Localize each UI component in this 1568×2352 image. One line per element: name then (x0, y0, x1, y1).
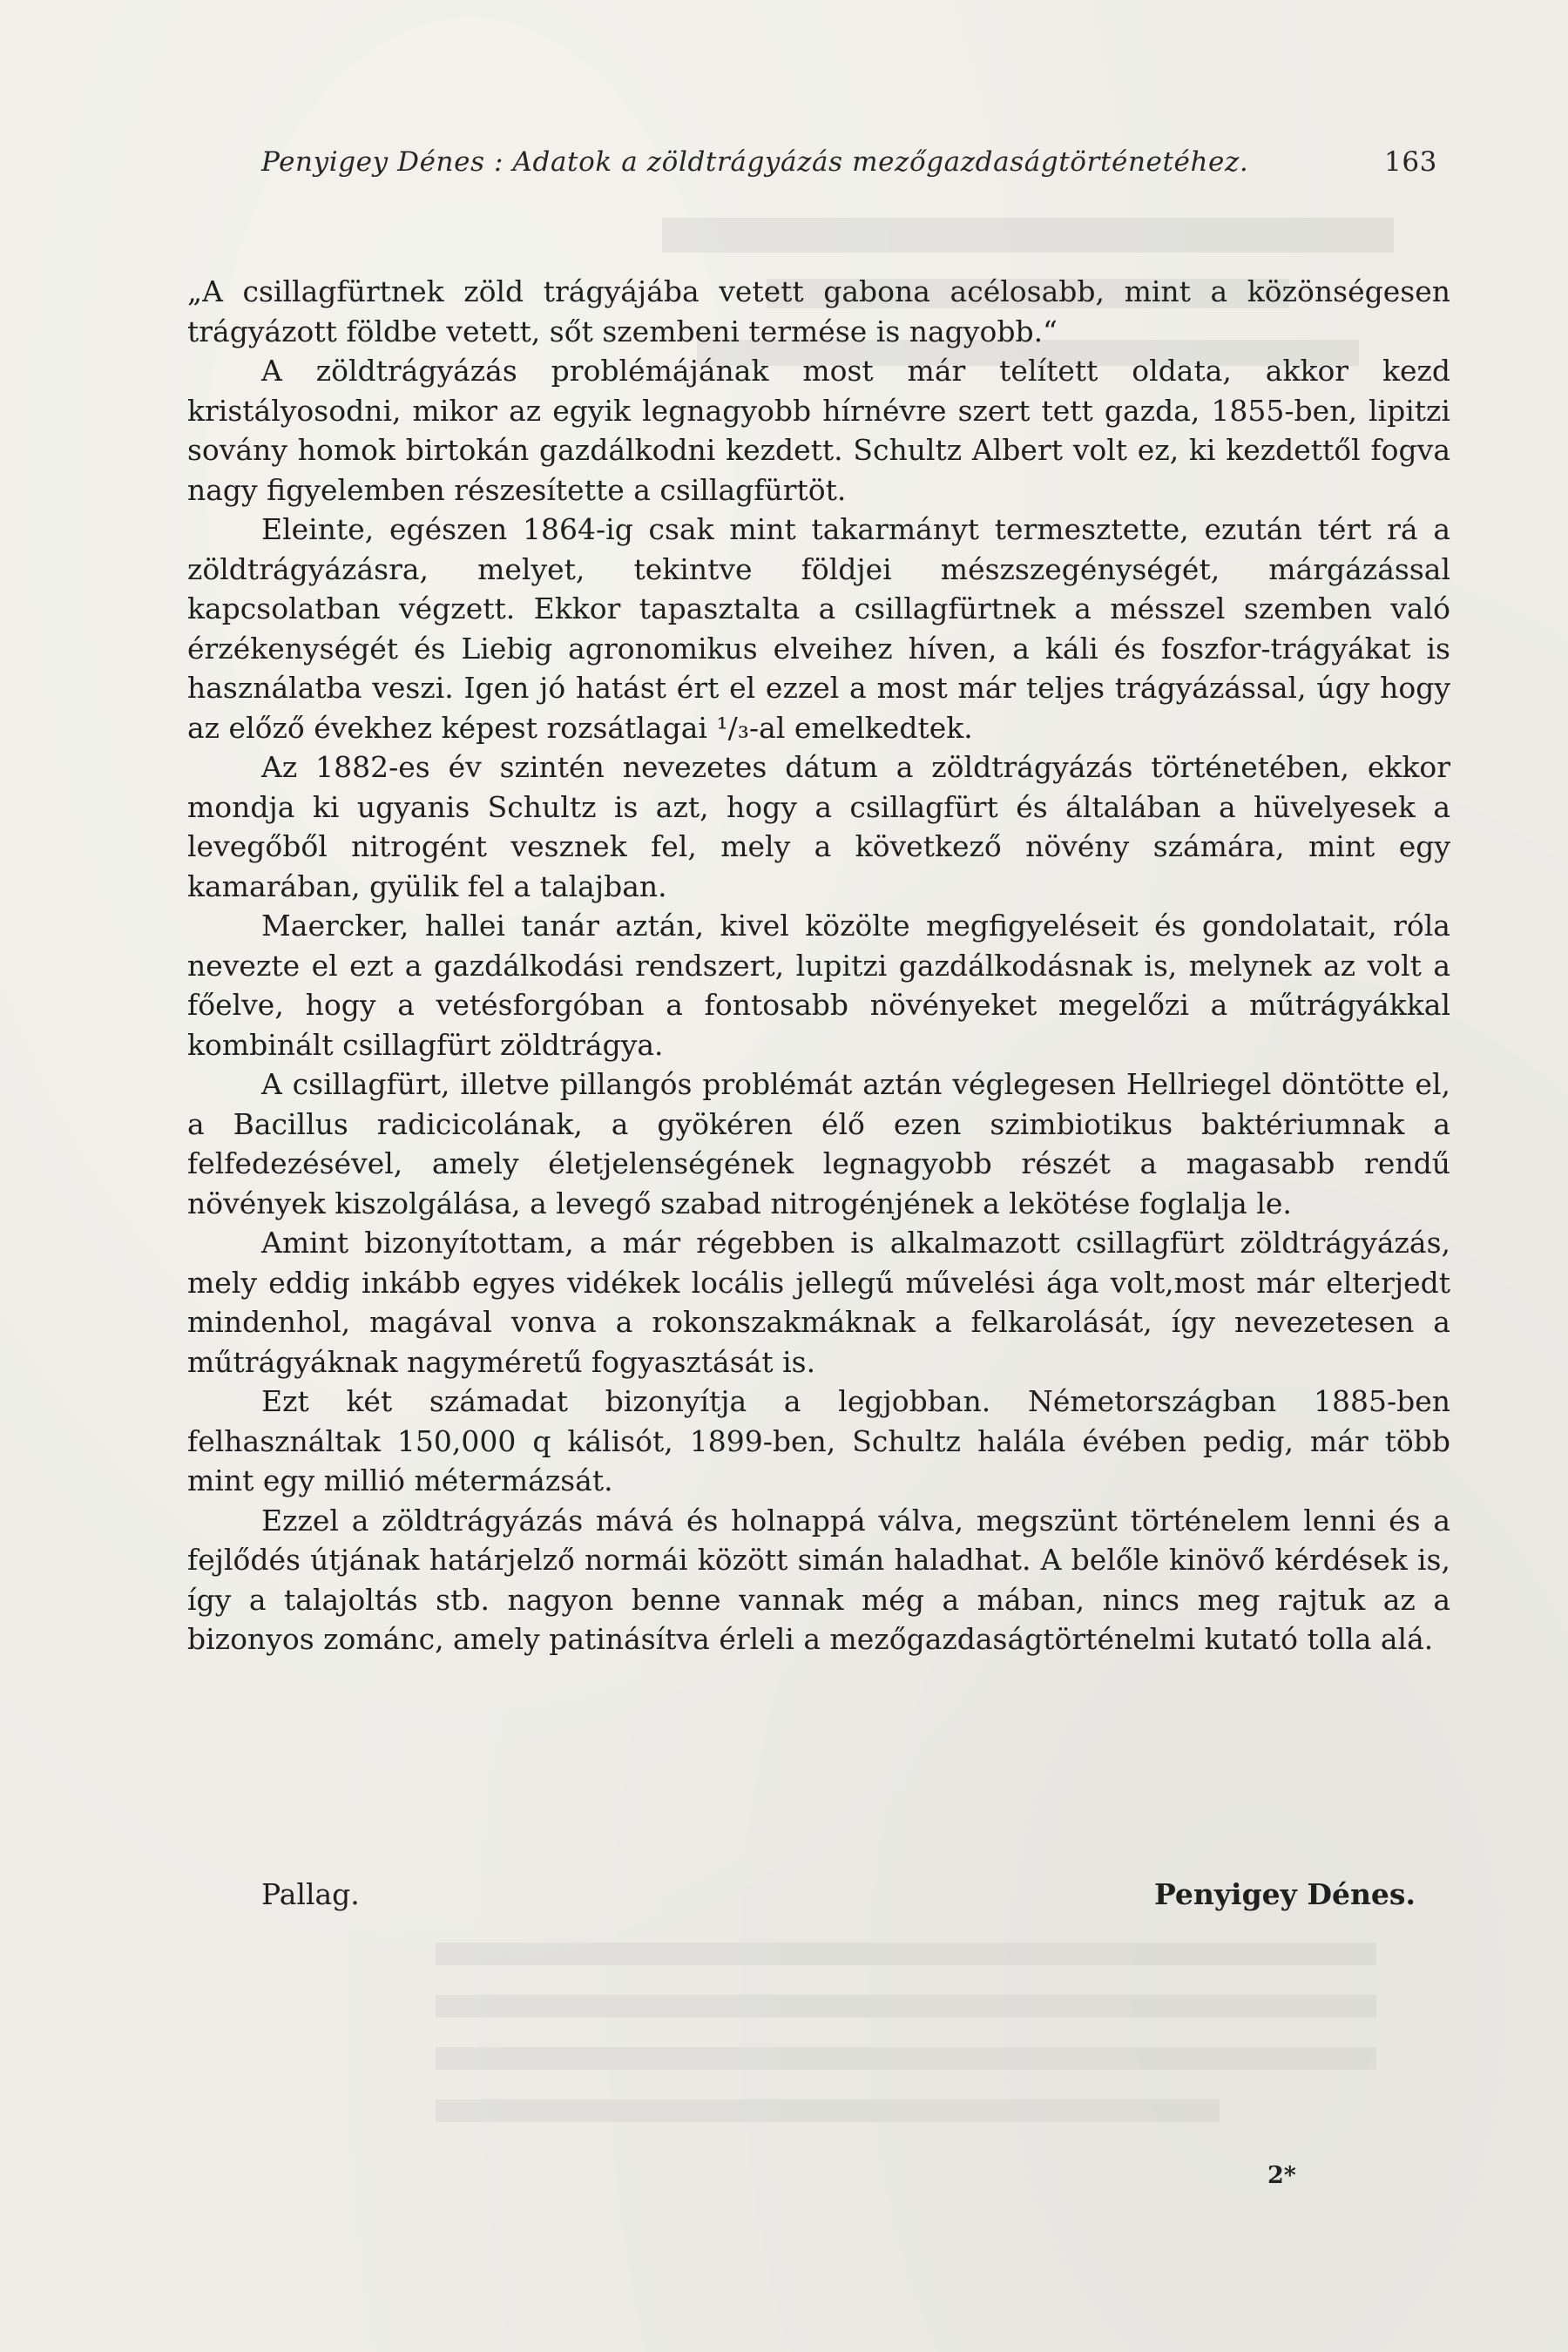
printer-signature-mark: 2* (1267, 2162, 1296, 2189)
paragraph: A zöldtrágyázás problémájának most már telített oldata, akkor kezd kristályosodni, mikor az egyik legnagyobb hírnévre szert tett gazda, 1855-ben, lipitzi sovány homok birtokán gazdálkodni kezdett. Schultz Albert volt ez, ki kezdettől fogva nagy figyelemben részesítette a csillagfürtöt. (187, 354, 1450, 507)
article-body (187, 272, 1450, 1659)
paragraph-quote: „A csillagfürtnek zöld trágyájába vetett gabona acélosabb, mint a közönségesen trágyázott földbe vetett, sőt szembeni termése is nagyobb.“ (187, 274, 1450, 348)
paragraph: Ezzel a zöldtrágyázás mává és holnappá válva, megszünt történelem lenni és a fejlődés útjának határjelző normái között simán haladhat. A belőle kinövő kérdések is, így a talajoltás stb. nagyon benne vannak még a mában, nincs meg rajtuk az a bizonyos zománc, amely patinásítva érleli a mezőgazdaságtörténelmi kutató tolla alá. (187, 1503, 1450, 1656)
running-title: Penyigey Dénes : Adatok a zöldtrágyázás mezőgazdaságtörténetéhez. (261, 146, 1249, 178)
paragraph: Ezt két számadat bizonyítja a legjobban. Németországban 1885-ben felhasználtak 150,000 q kálisót, 1899-ben, Schultz halála évében pedig, már több mint egy millió métermázsát. (187, 1384, 1450, 1497)
running-head (261, 146, 1437, 185)
show-through-shadow-lower (383, 1916, 1429, 2143)
signature-line (187, 1877, 1450, 1917)
signature-place: Pallag. (261, 1877, 360, 1911)
paragraph: Az 1882-es év szintén nevezetes dátum a zöldtrágyázás történetében, ekkor mondja ki ugyanis Schultz is azt, hogy a csillagfürt és általában a hüvelyesek a levegőből nitrogént vesznek fel, mely a következő növény számára, mint egy kamarában, gyülik fel a talajban. (187, 750, 1450, 903)
paragraph: Maercker, hallei tanár aztán, kivel közölte megfigyeléseit és gondolatait, róla nevezte el ezt a gazdálkodási rendszert, lupitzi gazdálkodásnak is, melynek az volt a főelve, hogy a vetésforgóban a fontosabb növényeket megelőzi a műtrágyákkal kombinált csillagfürt zöldtrágya. (187, 909, 1450, 1062)
page-number: 163 (1384, 146, 1437, 178)
paragraph: A csillagfürt, illetve pillangós problémát aztán véglegesen Hellriegel döntötte el, a Bacillus radicicolának, a gyökéren élő ezen szimbiotikus baktériumnak a felfedezésével, amely életjelenségének legnagyobb részét a magasabb rendű növények kiszolgálása, a levegő szabad nitrogénjének a lekötése foglalja le. (187, 1067, 1450, 1220)
paragraph: Amint bizonyítottam, a már régebben is alkalmazott csillagfürt zöldtrágyázás, mely eddig inkább egyes vidékek locális jellegű művelési ága volt,most már elterjedt mindenhol, magával vonva a rokonszakmáknak a felkarolását, így nevezetesen a műtrágyáknak nagyméretű fogyasztását is. (187, 1226, 1450, 1379)
signature-author: Penyigey Dénes. (1153, 1877, 1416, 1911)
paragraph: Eleinte, egészen 1864-ig csak mint takarmányt termesztette, ezután tért rá a zöldtrágyázásra, melyet, tekintve földjei mészszegénységét, márgázással kapcsolatban végzett. Ekkor tapasztalta a csillagfürtnek a mésszel szemben való érzékenységét és Liebig agronomikus elveihez híven, a káli és foszfor-trágyákat is használatba veszi. Igen jó hatást ért el ezzel a most már teljes trágyázással, úgy hogy az előző évekhez képest rozsátlagai ¹/₃-al emelkedtek. (187, 512, 1450, 745)
